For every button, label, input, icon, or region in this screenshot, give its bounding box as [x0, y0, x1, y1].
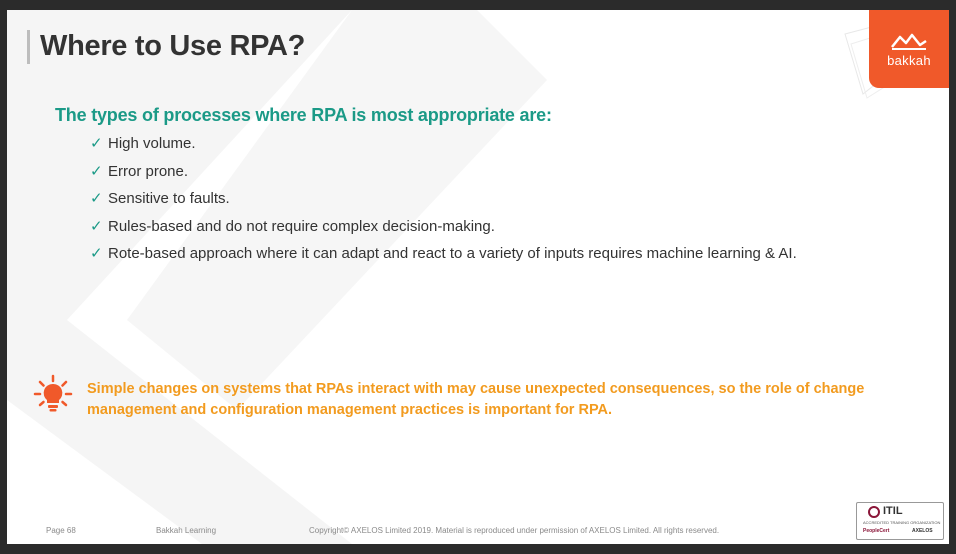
check-icon: ✓ — [90, 190, 103, 207]
check-icon: ✓ — [90, 245, 103, 262]
lightbulb-icon — [33, 374, 73, 414]
bakkah-logo-icon — [890, 31, 928, 51]
footer-copyright: Copyright© AXELOS Limited 2019. Material is reproduced under permission of AXELOS Limited. All rights reserved. — [309, 526, 720, 535]
check-icon: ✓ — [90, 162, 103, 180]
check-icon: ✓ — [90, 135, 103, 152]
itil-badge: ITIL ACCREDITED TRAINING ORGANIZATION PeopleCert AXELOS — [856, 502, 944, 540]
chevron-watermark — [7, 10, 949, 544]
list-item: ✓ Rote-based approach where it can adapt and react to a variety of inputs requires machine learning & AI. — [90, 240, 797, 268]
check-icon: ✓ — [90, 217, 103, 235]
note-text: Simple changes on systems that RPAs interact with may cause unexpected consequences, so the role of change management and configuration management practices is important for RPA. — [87, 381, 865, 418]
footer-company: Bakkah Learning — [156, 526, 217, 535]
list-item: ✓ Rules-based and do not require complex decision-making. — [90, 213, 797, 241]
subheading: The types of processes where RPA is most appropriate are: — [55, 105, 552, 125]
list-item: ✓ Error prone. — [90, 158, 797, 186]
bakkah-logo — [869, 10, 949, 88]
title-accent-bar — [27, 30, 30, 64]
list-item: ✓ High volume. — [90, 130, 797, 158]
slide — [7, 10, 949, 544]
list-item: ✓ Sensitive to faults. — [90, 185, 797, 213]
logo-text: bakkah — [887, 52, 931, 68]
page-number: Page 68 — [46, 526, 76, 535]
bullet-list — [90, 130, 797, 268]
itil-logo-icon — [867, 506, 881, 518]
page-title: Where to Use RPA? — [40, 30, 306, 62]
